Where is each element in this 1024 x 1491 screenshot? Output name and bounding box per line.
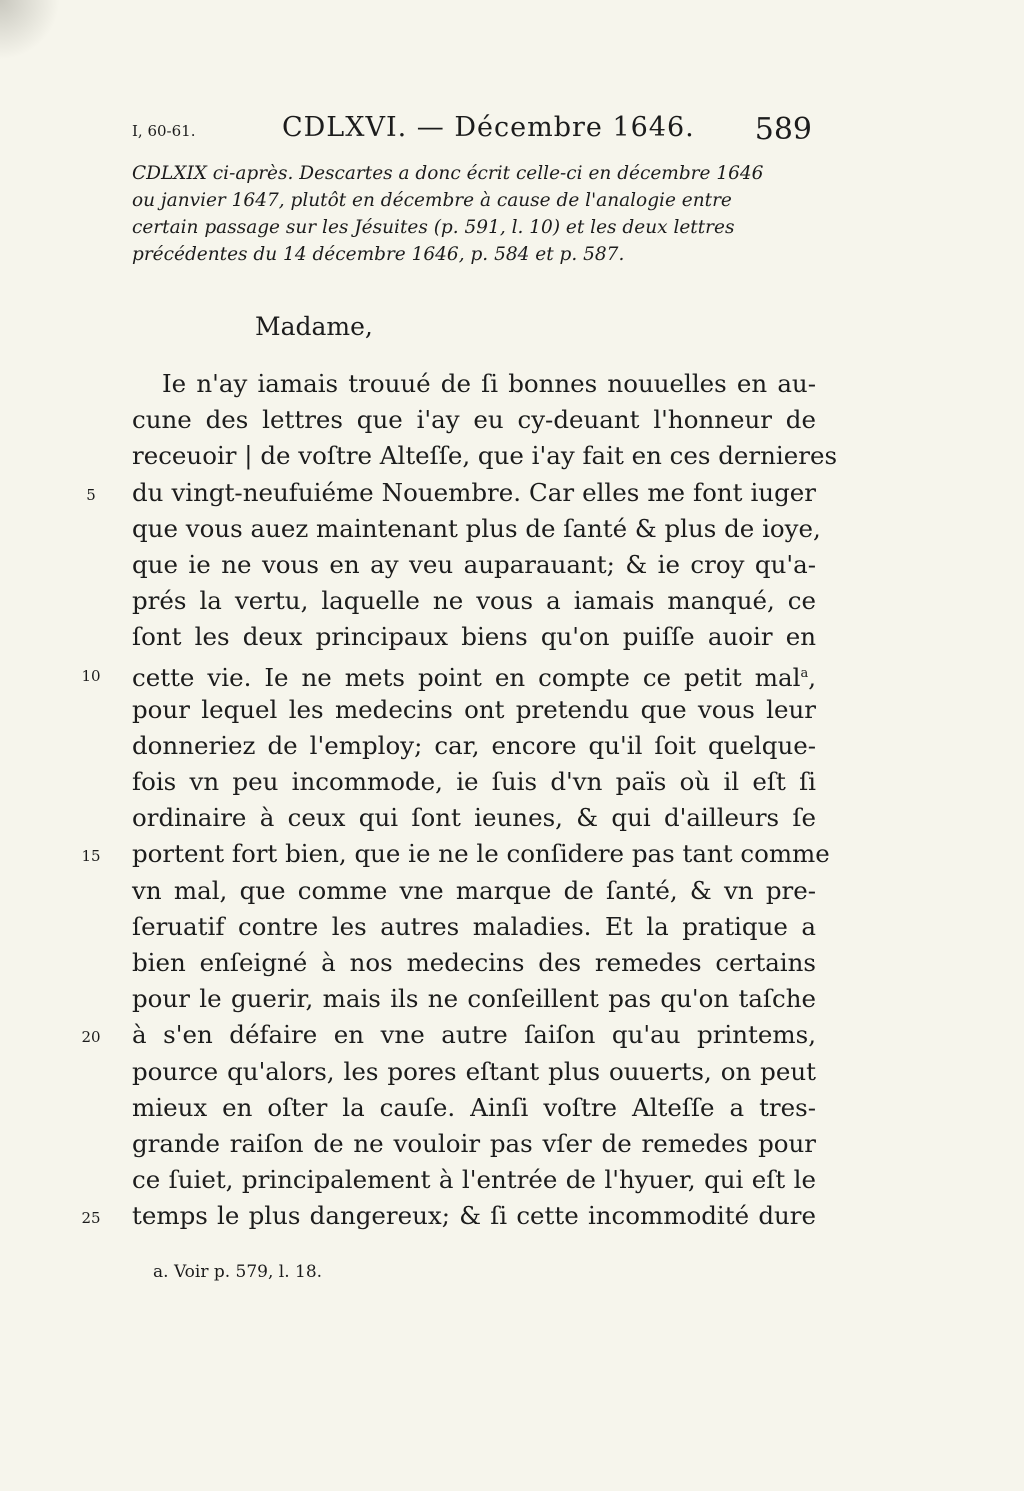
line-text: pour le guerir, mais ils ne conſeillent pas qu'on taſche [132,984,816,1014]
line-text: cune des lettres que i'ay eu cy-deuant l'honneur de [132,405,816,435]
line-number: 25 [81,1209,101,1228]
editorial-note [132,160,812,268]
text-line [81,1017,816,1053]
line-text: à s'en défaire en vne autre ſaiſon qu'au printems, [132,1020,816,1050]
running-header [0,112,1024,152]
text-line [86,475,816,511]
line-text: que vous auez maintenant plus de ſanté & plus de ioye, [132,513,821,543]
line-text: grande raiſon de ne vouloir pas vſer de remedes pour [132,1128,816,1158]
text-line [132,1054,816,1090]
text-line [132,909,816,945]
text-line [132,1126,816,1162]
line-text: donneriez de l'employ; car, encore qu'il ſoit quelque- [132,730,816,760]
text-line [132,800,816,836]
line-number: 15 [81,847,101,866]
footnote-marker: a [800,665,809,681]
note-line: CDLXIX ci-après. Descartes a donc écrit celle-ci en décembre 1646 [132,163,764,184]
line-text [132,656,816,696]
line-text: bien enſeigné à nos medecins des remedes certains [132,948,816,977]
text-line [132,1162,816,1198]
line-text: mieux en oſter la cauſe. Ainſi voſtre Alteſſe a tres- [132,1092,816,1122]
line-text: ordinaire à ceux qui ſont ieunes, & qui d'ailleurs ſe [132,803,816,833]
line-text: ſont les deux principaux biens qu'on puiſſe auoir en [132,622,816,652]
text-line [132,511,821,547]
line-text: temps le plus dangereux; & ſi cette incommodité dure [132,1201,816,1231]
line-text: ce ſuiet, principalement à l'entrée de l'hyuer, qui eſt le [132,1165,816,1195]
text-line [132,438,838,474]
line-text: que ie ne vous en ay veu auparauant; & ie croy qu'a- [132,549,816,579]
text-line [81,656,816,692]
letter-body [81,366,838,1235]
line-text-main: cette vie. Ie ne mets point en compte ce petit mal [132,662,801,692]
line-text: pource qu'alors, les pores eſtant plus ouuerts, on peut [132,1056,816,1086]
text-line [132,583,816,619]
note-line: précédentes du 14 décembre 1646, p. 584 et p. 587. [132,244,625,265]
line-text-after: , [808,662,816,692]
line-text: Ie n'ay iamais trouué de ſi bonnes nouuelles en au- [162,369,816,398]
salutation: Madame, [255,312,373,341]
text-line [132,547,816,583]
line-text: receuoir | de voſtre Alteſſe, que i'ay fait en ces dernieres [132,441,838,471]
text-line [81,836,830,872]
text-line [132,981,816,1017]
letter-title: CDLXVI. — Décembre 1646. [282,112,695,143]
line-number: 20 [81,1028,101,1047]
footnote: a. Voir p. 579, l. 18. [153,1262,323,1282]
text-line [132,402,816,438]
text-line [132,945,816,981]
text-line [132,873,816,909]
line-text: du vingt-neufuiéme Nouembre. Car elles me font iuger [132,477,816,507]
note-line: ou janvier 1647, plutôt en décembre à cause de l'analogie entre [132,190,732,211]
volume-reference: I, 60-61. [132,122,196,140]
text-line [132,728,816,764]
line-text: portent fort bien, que ie ne le conſidere pas tant comme [132,839,830,869]
text-line [81,1198,816,1234]
line-number: 10 [81,666,101,685]
text-line [132,764,816,800]
line-number: 5 [86,485,96,504]
page-number: 589 [754,112,812,147]
page-corner-shadow [0,0,60,60]
text-line [132,366,816,402]
line-text: fois vn peu incommode, ie ſuis d'vn païs où il eſt ſi [132,767,816,797]
line-text: pour lequel les medecins ont pretendu que vous leur [132,694,816,724]
line-text: ſeruatif contre les autres maladies. Et la pratique a [132,911,816,941]
note-line: certain passage sur les Jésuites (p. 591, l. 10) et les deux lettres [132,217,735,238]
text-line [132,619,816,655]
line-text: vn mal, que comme vne marque de ſanté, & vn pre- [132,875,816,905]
text-line [132,1090,816,1126]
line-text: prés la vertu, laquelle ne vous a iamais manqué, ce [132,586,816,616]
text-line [132,692,816,728]
